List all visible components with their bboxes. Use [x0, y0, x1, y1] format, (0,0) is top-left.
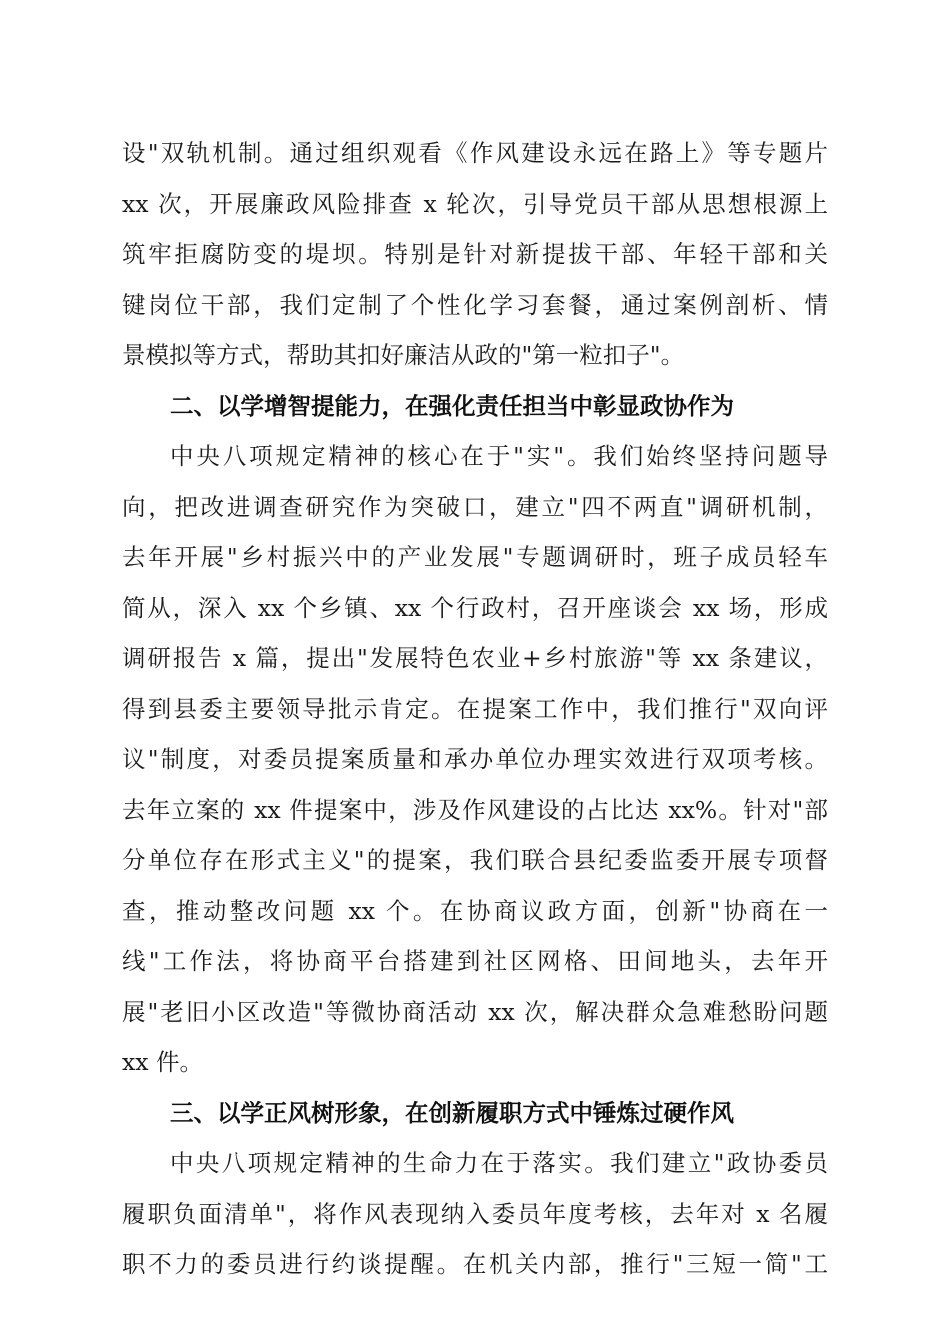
section-heading: 二、以学增智提能力，在强化责任担当中彰显政协作为 — [170, 391, 734, 420]
text-line: 调研报告 x 篇，提出"发展特色农业+乡村旅游"等 xx 条建议， — [122, 644, 828, 672]
text-line: 查，推动整改问题 xx 个。在协商议政方面，创新"协商在一 — [122, 896, 828, 925]
text-line: 议"制度，对委员提案质量和承办单位办理实效进行双项考核。 — [122, 745, 828, 773]
text-line: 景模拟等方式，帮助其扣好廉洁从政的"第一粒扣子"。 — [122, 341, 685, 369]
text-line: 履职负面清单"，将作风表现纳入委员年度考核，去年对 x 名履 — [122, 1199, 828, 1228]
text-line: 线"工作法，将协商平台搭建到社区网格、田间地头，去年开 — [122, 947, 828, 975]
document-body — [122, 128, 828, 1290]
text-line: 得到县委主要领导批示肯定。在提案工作中，我们推行"双向评 — [122, 694, 828, 723]
text-line: 设"双轨机制。通过组织观看《作风建设永远在路上》等专题片 — [122, 139, 828, 167]
text-line: 去年立案的 xx 件提案中，涉及作风建设的占比达 xx%。针对"部 — [122, 795, 828, 824]
text-line: 向，把改进调查研究作为突破口，建立"四不两直"调研机制， — [122, 492, 828, 521]
text-line: 筑牢拒腐防变的堤坝。特别是针对新提拔干部、年轻干部和关 — [122, 240, 828, 268]
text-line: 中央八项规定精神的核心在于"实"。我们始终坚持问题导 — [170, 442, 828, 470]
text-line: 中央八项规定精神的生命力在于落实。我们建立"政协委员 — [170, 1149, 828, 1177]
text-line: 简从，深入 xx 个乡镇、xx 个行政村，召开座谈会 xx 场，形成 — [122, 593, 828, 622]
section-three — [122, 1088, 828, 1290]
text-line: 分单位存在形式主义"的提案，我们联合县纪委监委开展专项督 — [122, 846, 828, 874]
text-line: 职不力的委员进行约谈提醒。在机关内部，推行"三短一简"工 — [122, 1250, 828, 1278]
section-heading: 三、以学正风树形象，在创新履职方式中锤炼过硬作风 — [170, 1098, 734, 1127]
section-two — [122, 381, 828, 1088]
text-line: 键岗位干部，我们定制了个性化学习套餐，通过案例剖析、情 — [122, 290, 828, 319]
paragraph-continued — [122, 128, 828, 381]
text-line: 展"老旧小区改造"等微协商活动 xx 次，解决群众急难愁盼问题 — [122, 997, 828, 1026]
text-line: xx 次，开展廉政风险排查 x 轮次，引导党员干部从思想根源上 — [122, 189, 828, 218]
text-line: xx 件。 — [122, 1048, 203, 1076]
text-line: 去年开展"乡村振兴中的产业发展"专题调研时，班子成员轻车 — [122, 543, 828, 571]
